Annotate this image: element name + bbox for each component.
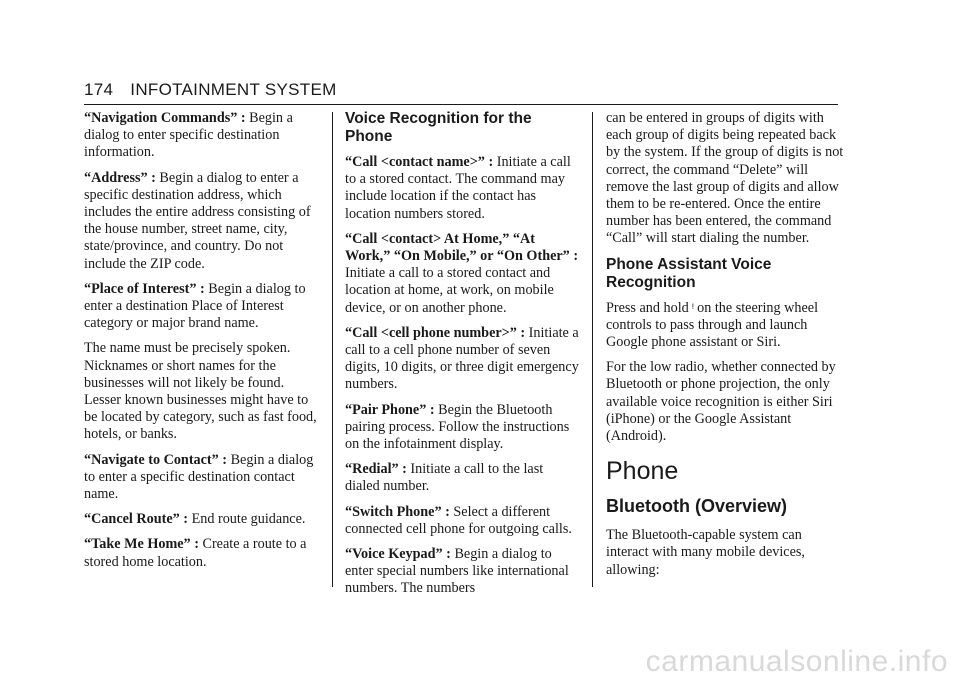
command-description: Begin a dialog to enter specific destination information. <box>84 110 293 161</box>
command-description: Begin a dialog to enter a specific destination address, which includes the entire address consisting of the house number, street name, city, state/province, and country. Do not include the ZIP code. <box>84 169 311 272</box>
command-label: “Call <cell phone number>” : <box>345 324 526 341</box>
command-entry <box>345 231 581 317</box>
body-paragraph: The Bluetooth-capable system can interact with many mobile devices, allowing: <box>606 527 805 578</box>
watermark: carmanualsonline.info <box>645 645 948 678</box>
section-heading: Voice Recognition for the Phone <box>345 110 532 145</box>
command-description: Create a route to a stored home location. <box>84 536 307 570</box>
command-description: Initiate a call to a stored contact and location at home, at work, on mobile device, or on another phone. <box>345 265 554 316</box>
body-paragraph: The name must be precisely spoken. Nicknames or short names for the businesses will not likely be found. Lesser known businesses might have to be located by category, such as fast food, hotels, or banks. <box>84 340 317 443</box>
command-entry <box>345 504 581 538</box>
section-title: INFOTAINMENT SYSTEM <box>130 80 337 99</box>
command-label: “Voice Keypad” : <box>345 546 451 563</box>
command-description: Begin a dialog to enter a destination Place of Interest category or major brand name. <box>84 280 306 332</box>
command-label: “Pair Phone” : <box>345 401 435 418</box>
command-description: Select a different connected cell phone for outgoing calls. <box>345 503 572 537</box>
command-entry <box>84 281 320 333</box>
column-2 <box>345 110 581 606</box>
command-label: “Navigate to Contact” : <box>84 451 228 468</box>
command-entry <box>84 511 320 528</box>
header-rule <box>84 104 838 105</box>
column-3 <box>606 110 846 587</box>
command-label: “Place of Interest” : <box>84 280 205 297</box>
command-label: “Switch Phone” : <box>345 503 450 520</box>
command-entry <box>84 452 320 504</box>
command-entry <box>84 170 320 273</box>
command-label: “Call <contact name>” : <box>345 154 494 170</box>
subsection-heading: Phone Assistant Voice Recognition <box>606 255 772 291</box>
command-entry <box>345 546 581 598</box>
column-divider <box>592 112 593 587</box>
body-paragraph: can be entered in groups of digits with each group of digits being repeated back by the system. If the group of digits is not correct, the command “Delete” will remove the last group of digits and allow them to be re-entered. Once the entire number has been entered, the command “Call” will start dialing the number. <box>606 110 844 247</box>
command-description: Initiate a call to a cell phone number of seven digits, 10 digits, or three digit emergency numbers. <box>345 324 579 393</box>
command-description: Begin the Bluetooth pairing process. Follow the instructions on the infotainment display. <box>345 401 570 453</box>
column-1 <box>84 110 320 579</box>
text-fragment: Press and hold <box>606 299 689 316</box>
command-description: Initiate a call to the last dialed number. <box>345 461 544 495</box>
command-entry <box>345 325 581 394</box>
command-entry <box>345 461 581 495</box>
command-entry <box>84 536 320 570</box>
command-description: Begin a dialog to enter special numbers like international numbers. The numbers <box>345 546 569 597</box>
page-number: 174 <box>84 80 114 99</box>
command-description: Begin a dialog to enter a specific destination contact name. <box>84 451 314 503</box>
body-paragraph <box>606 300 846 352</box>
command-label: “Call <contact> At Home,” “At Work,” “On Mobile,” or “On Other” : <box>345 230 579 265</box>
body-paragraph: For the low radio, whether connected by Bluetooth or phone projection, the only available voice recognition is either Siri (iPhone) or the Google Assistant (Android). <box>606 359 836 445</box>
column-divider <box>332 112 333 587</box>
command-label: “Navigation Commands” : <box>84 110 246 126</box>
command-label: “Cancel Route” : <box>84 511 189 528</box>
chapter-heading: Phone <box>606 457 679 486</box>
command-entry <box>345 154 581 223</box>
command-description: End route guidance. <box>188 511 306 528</box>
command-entry <box>84 110 320 162</box>
section-heading: Bluetooth (Overview) <box>606 496 788 517</box>
command-label: “Redial” : <box>345 461 407 478</box>
command-label: “Take Me Home” : <box>84 536 199 553</box>
page-header <box>84 80 337 100</box>
command-description: Initiate a call to a stored contact. The command may include location if the contact has location numbers stored. <box>345 154 571 222</box>
text-fragment: on the steering wheel controls to pass through and launch Google phone assistant or Siri. <box>606 299 819 351</box>
command-label: “Address” : <box>84 169 156 186</box>
voice-command-icon: ᵎ <box>691 300 695 316</box>
command-entry <box>345 402 581 454</box>
